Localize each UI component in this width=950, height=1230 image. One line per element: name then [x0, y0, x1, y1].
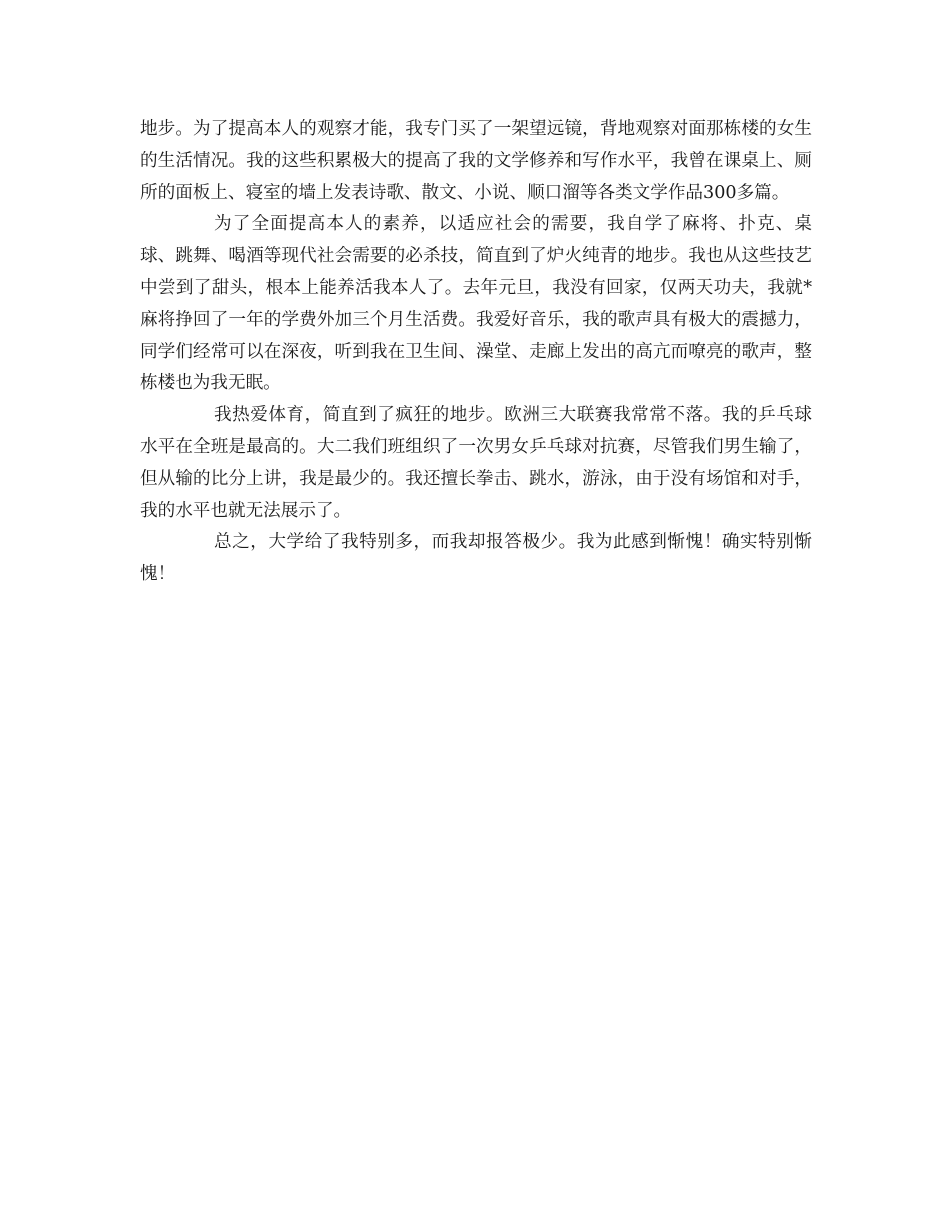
paragraph-4: 总之，大学给了我特别多，而我却报答极少。我为此感到惭愧！确实特别惭愧！	[140, 532, 812, 585]
document-body	[140, 114, 812, 591]
paragraph-2: 为了全面提高本人的素养，以适应社会的需要，我自学了麻将、扑克、桌球、跳舞、喝酒等现代社会需要的必杀技，简直到了炉火纯青的地步。我也从这些技艺中尝到了甜头，根本上能养活我本人了。去年元旦，我没有回家，仅两天功夫，我就*麻将挣回了一年的学费外加三个月生活费。我爱好音乐，我的歌声具有极大的震撼力，同学们经常可以在深夜，听到我在卫生间、澡堂、走廊上发出的高亢而嘹亮的歌声，整栋楼也为我无眠。	[140, 214, 812, 394]
paragraph-1: 地步。为了提高本人的观察才能，我专门买了一架望远镜，背地观察对面那栋楼的女生的生活情况。我的这些积累极大的提高了我的文学修养和写作水平，我曾在课桌上、厕所的面板上、寝室的墙上发表诗歌、散文、小说、顺口溜等各类文学作品300多篇。	[140, 119, 812, 203]
paragraph-3: 我热爱体育，简直到了疯狂的地步。欧洲三大联赛我常常不落。我的乒乓球水平在全班是最高的。大二我们班组织了一次男女乒乓球对抗赛，尽管我们男生输了，但从输的比分上讲，我是最少的。我还擅长拳击、跳水，游泳，由于没有场馆和对手，我的水平也就无法展示了。	[140, 405, 812, 521]
